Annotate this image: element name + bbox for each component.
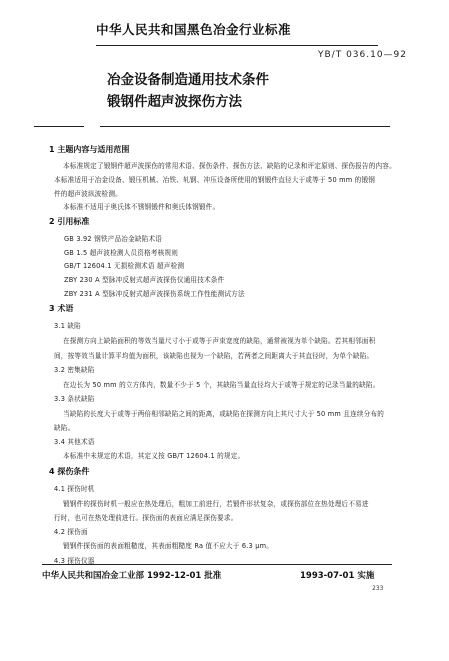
section-1-paragraph-1c: 件的超声波纵波检测。 <box>54 190 122 198</box>
clause-3-4-text: 本标准中未规定的术语，其定义按 GB/T 12604.1 的规定。 <box>63 452 245 460</box>
reference-item: GB/T 12604.1 无损检测术语 超声检测 <box>64 262 185 270</box>
clause-3-3-text-a: 当缺陷的长度大于或等于两倍相邻缺陷之间的距离，或缺陷在探测方向上其尺寸大于 50 mm 且连续分布的 <box>63 410 385 418</box>
implementation-date: 1993-07-01 实施 <box>300 571 375 581</box>
section-2-heading: 2 引用标准 <box>49 217 90 226</box>
clause-4-2-text: 锻钢件探伤面的表面粗糙度，其表面粗糙度 Ra 值不应大于 6.3 μm。 <box>63 542 274 550</box>
document-title-line-2: 锻钢件超声波探伤方法 <box>107 94 242 110</box>
section-1-heading: 1 主题内容与适用范围 <box>49 145 130 154</box>
page-number: 233 <box>372 585 384 592</box>
footer-rule <box>42 564 392 565</box>
clause-3-3-text-b: 缺陷。 <box>54 424 75 432</box>
standard-number: YB/T 036.10—92 <box>318 50 408 60</box>
document-title-line-1: 冶金设备制造通用技术条件 <box>107 72 269 88</box>
issuing-organization-line: 中华人民共和国黑色冶金行业标准 <box>96 22 292 37</box>
section-3-heading: 3 术语 <box>49 304 74 313</box>
clause-3-4-heading: 3.4 其他术语 <box>54 438 95 446</box>
approval-line: 中华人民共和国冶金工业部 1992-12-01 批准 <box>42 571 222 581</box>
clause-4-1-text-a: 锻钢件的探伤时机一般应在热处理后，粗加工前进行，若锻件形状复杂，或探伤部位在热处理后不易进 <box>63 500 369 508</box>
clause-3-2-heading: 3.2 密集缺陷 <box>54 366 95 374</box>
clause-3-1-heading: 3.1 缺陷 <box>54 322 81 330</box>
section-1-paragraph-2: 本标准不适用于奥氏体不锈钢锻件和奥氏体钢锻件。 <box>63 203 220 211</box>
clause-3-3-heading: 3.3 条状缺陷 <box>54 395 95 403</box>
reference-item: GB 1.5 超声波检测人员资格考核规则 <box>64 249 179 257</box>
clause-4-3-heading: 4.3 探伤仪器 <box>54 557 95 565</box>
reference-item: ZBY 231 A 型脉冲反射式超声波探伤系统工作性能测试方法 <box>64 290 245 298</box>
clause-3-2-text: 在边长为 50 mm 的立方体内，数量不少于 5 个，其缺陷当量直径均大于或等于规定的记录当量的缺陷。 <box>63 381 380 389</box>
clause-3-1-text-b: 间，按等效当量计算平均值为面积，该缺陷也视为一个缺陷，若两者之间距离大于其直径时，为单个缺陷。 <box>54 352 374 360</box>
reference-item: ZBY 230 A 型脉冲反射式超声波探伤仪通用技术条件 <box>64 276 225 284</box>
title-rule-right <box>100 126 390 127</box>
title-rule-left <box>34 126 84 127</box>
clause-3-1-text-a: 在探测方向上缺陷面积的等效当量尺寸小于或等于声束宽度的缺陷，通常被视为单个缺陷。若其相邻面积 <box>63 337 376 345</box>
clause-4-1-heading: 4.1 探伤时机 <box>54 485 95 493</box>
header-rule <box>96 45 378 46</box>
section-1-paragraph-1b: 本标准适用于冶金设备、锻压机械、冶铁、轧钢、冲压设备所使用的钢锻件直径大于或等于 50 mm 的锻钢 <box>54 176 376 184</box>
section-1-paragraph-1a: 本标准规定了锻钢件超声波探伤的常用术语、探伤条件、探伤方法、缺陷的记录和评定原则、探伤报告的内容。 <box>63 162 396 170</box>
reference-item: GB 3.92 钢铁产品冶金缺陷术语 <box>64 235 163 243</box>
section-4-heading: 4 探伤条件 <box>49 467 90 476</box>
clause-4-2-heading: 4.2 探伤面 <box>54 528 88 536</box>
clause-4-1-text-b: 行时，也可在热处理前进行。探伤面的表面应满足探伤要求。 <box>54 514 238 522</box>
